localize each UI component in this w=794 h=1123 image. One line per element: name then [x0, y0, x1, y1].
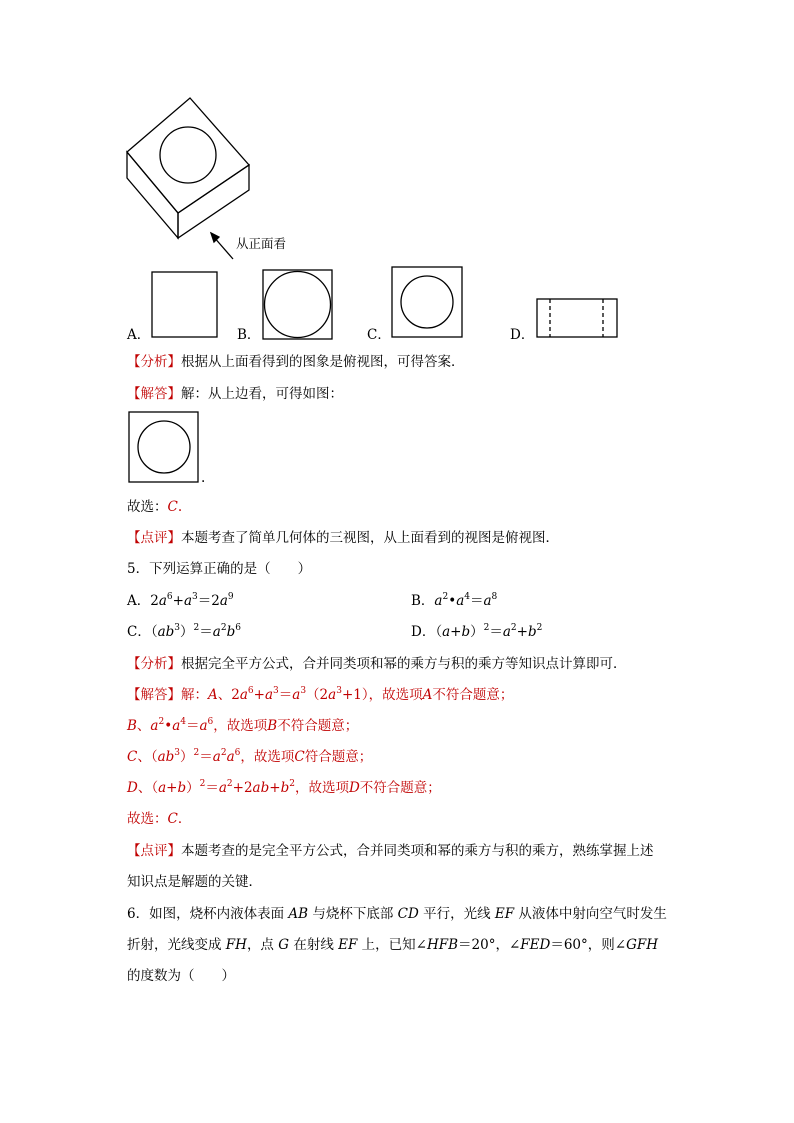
q5-comment-line1: 【点评】本题考查的是完全平方公式，合并同类项和幂的乘方与积的乘方，熟练掌握上述 [127, 843, 654, 859]
q5-analysis [127, 655, 627, 673]
q4-analysis-tag: 【分析】 [127, 354, 181, 370]
answer-figure-period: . [201, 470, 206, 486]
q4-choice-suffix: . [177, 499, 183, 515]
answer-figure-square [129, 412, 198, 482]
q5-choice-letter: C [167, 811, 178, 827]
option-c-circle [401, 276, 453, 328]
q5-answer-tag: 【解答】 [127, 687, 181, 703]
q5-option-c: C．$(ab^3)^2=a^2b^6$ [127, 623, 241, 640]
q6-stem-line3: 的度数为（ ） [127, 968, 235, 984]
q4-answer-text: 解：从上边看，可得如图： [181, 386, 343, 402]
option-a-square [152, 272, 217, 337]
option-d-label: D． [510, 327, 535, 343]
q4-choice [127, 498, 182, 516]
q5-comment-tag: 【点评】 [127, 843, 181, 859]
option-b-label: B． [237, 327, 261, 343]
q5-analysis-tag: 【分析】 [127, 656, 181, 672]
q4-answer [127, 385, 343, 403]
q5-answer-line-c: C、$(ab^3)^2=a^2a^6$，故选项C符合题意； [127, 748, 373, 765]
q4-analysis-text: 根据从上面看得到的图象是俯视图，可得答案． [181, 354, 465, 370]
q5-option-b: B．$a^2•a^4=a^8$ [411, 592, 498, 609]
q5-answer-line-b: B、$a^2•a^4=a^6$，故选项B不符合题意； [127, 717, 359, 734]
option-a-label: A． [127, 327, 151, 343]
option-d-rect [537, 299, 617, 337]
q4-comment [127, 529, 559, 547]
q4-comment-tag: 【点评】 [127, 530, 181, 546]
q5-choice: 故选：C． [127, 811, 192, 827]
option-figures [0, 0, 794, 500]
option-b-circle [265, 272, 331, 338]
q6-stem-line1: 6．如图，烧杯内液体表面 AB 与烧杯下底部 CD 平行，光线 EF 从液体中射向空气时发生 [127, 906, 667, 922]
q4-answer-tag: 【解答】 [127, 386, 181, 402]
q4-comment-text: 本题考查了简单几何体的三视图，从上面看到的视图是俯视图． [181, 530, 559, 546]
q5-option-a: A．$2a^6+a^3=2a^9$ [127, 592, 234, 609]
option-c-label: C． [367, 327, 391, 343]
q4-choice-letter: C [167, 499, 178, 515]
q5-option-d: D．$(a+b)^2=a^2+b^2$ [411, 623, 543, 640]
q5-analysis-text: 根据完全平方公式，合并同类项和幂的乘方与积的乘方等知识点计算即可． [181, 656, 627, 672]
arrow-caption: 从正面看 [236, 236, 287, 251]
q5-comment-line2: 知识点是解题的关键． [127, 874, 262, 890]
answer-figure-circle [138, 421, 190, 473]
option-c-square [392, 267, 462, 337]
q4-choice-prefix: 故选： [127, 499, 168, 515]
option-b-square [263, 270, 332, 339]
q5-stem: 5．下列运算正确的是（ ） [127, 561, 312, 577]
q5-answer-line-d: D、$(a+b)^2=a^2+2ab+b^2$，故选项D不符合题意； [127, 779, 441, 796]
q5-answer-line-a: 【解答】解：A、$2a^6+a^3=a^3(2a^3+1)$，故选项A不符合题意； [127, 686, 514, 703]
q4-analysis [127, 353, 465, 371]
q6-stem-line2: 折射，光线变成 FH，点 G 在射线 EF 上，已知∠HFB＝20°，∠FED＝60°，则∠GFH [127, 937, 659, 953]
